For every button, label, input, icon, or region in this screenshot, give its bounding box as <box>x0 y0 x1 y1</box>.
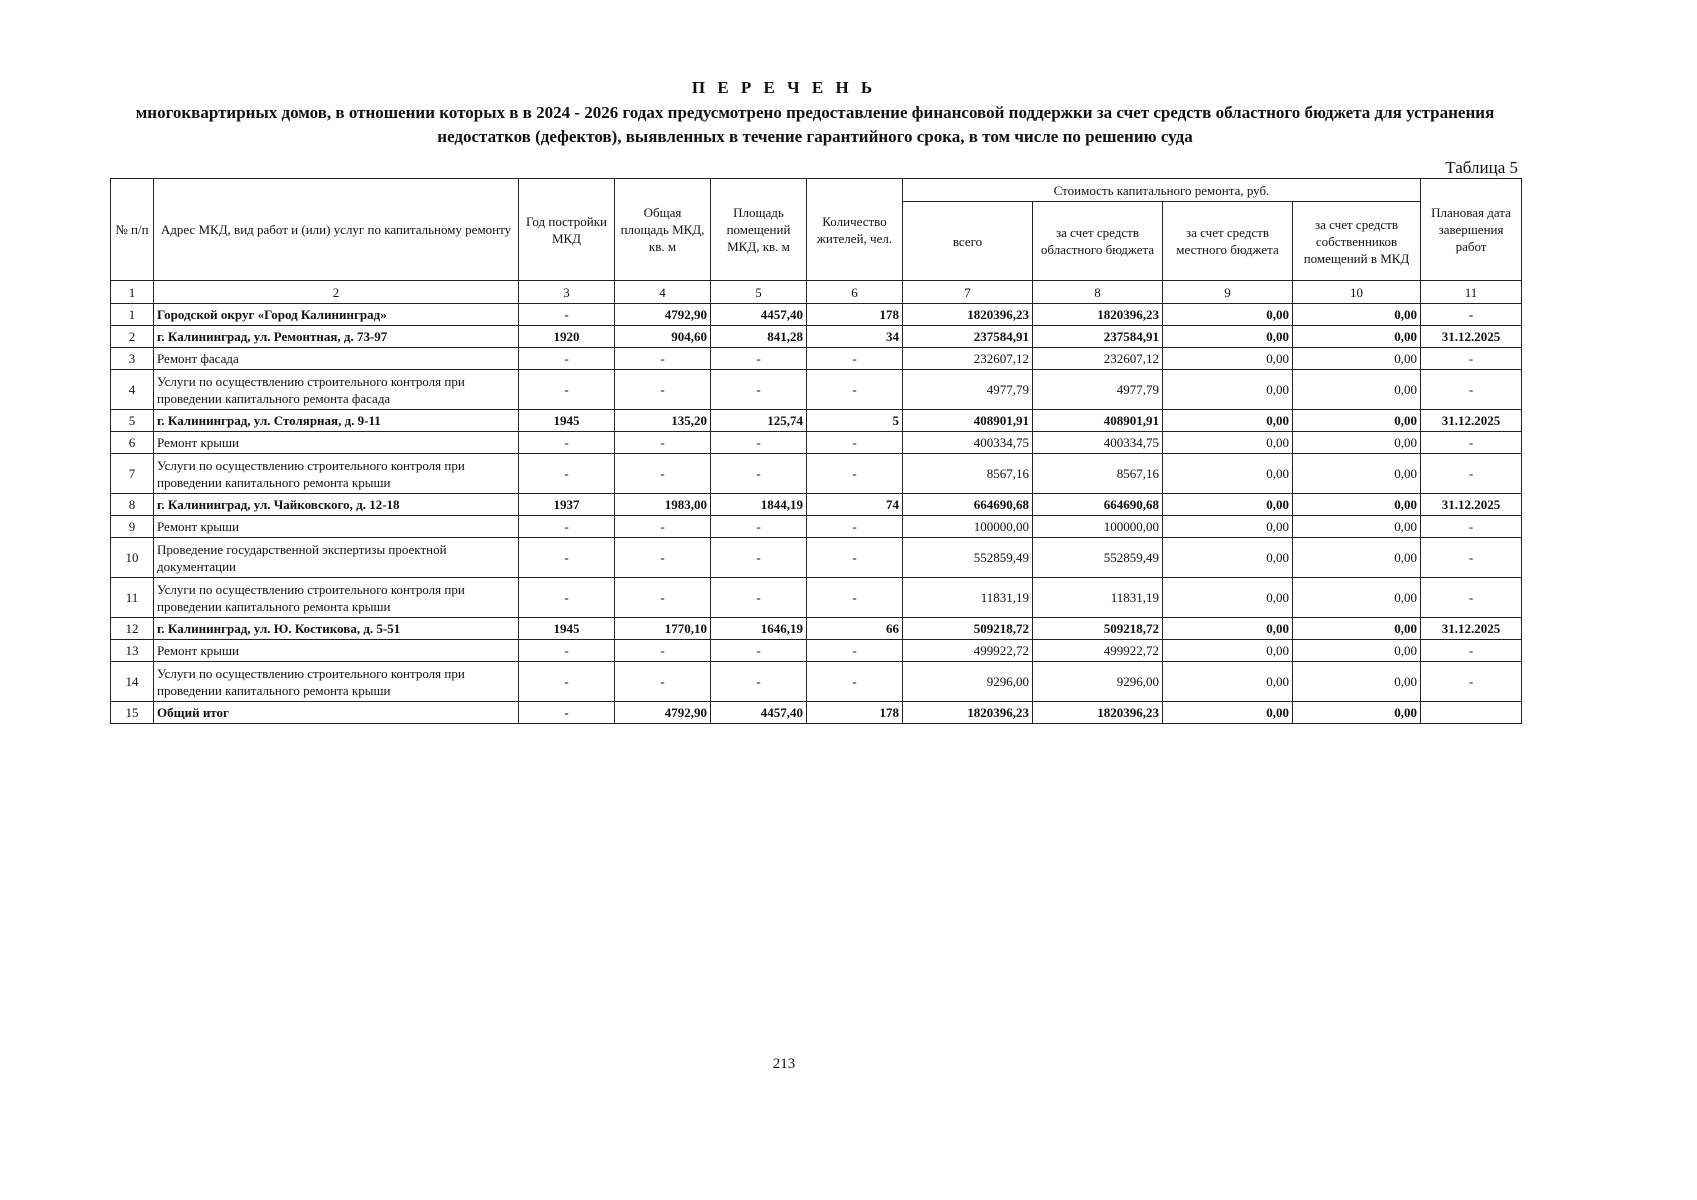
buildings-table <box>110 178 1522 724</box>
row-cost-local: 0,00 <box>1163 432 1293 454</box>
row-date: - <box>1421 516 1522 538</box>
table-row <box>111 410 1522 432</box>
column-number: 10 <box>1293 281 1421 304</box>
row-cost-total: 237584,91 <box>903 326 1033 348</box>
row-residents: 34 <box>807 326 903 348</box>
row-number: 1 <box>111 304 154 326</box>
row-year: - <box>519 662 615 702</box>
header-total-area: Общая площадь МКД, кв. м <box>615 179 711 281</box>
row-cost-owners: 0,00 <box>1293 348 1421 370</box>
column-number: 5 <box>711 281 807 304</box>
row-cost-local: 0,00 <box>1163 410 1293 432</box>
header-cost-total: всего <box>903 202 1033 281</box>
row-cost-regional: 1820396,23 <box>1033 304 1163 326</box>
row-cost-local: 0,00 <box>1163 516 1293 538</box>
table-row <box>111 304 1522 326</box>
header-residents: Количество жителей, чел. <box>807 179 903 281</box>
row-number: 12 <box>111 618 154 640</box>
row-total-area: 1983,00 <box>615 494 711 516</box>
row-cost-regional: 4977,79 <box>1033 370 1163 410</box>
table-row <box>111 640 1522 662</box>
row-date: - <box>1421 304 1522 326</box>
header-completion-date: Плановая дата завершения работ <box>1421 179 1522 281</box>
row-cost-total: 1820396,23 <box>903 304 1033 326</box>
row-residents: - <box>807 370 903 410</box>
row-cost-owners: 0,00 <box>1293 494 1421 516</box>
row-address: Общий итог <box>154 702 519 724</box>
row-residents: - <box>807 538 903 578</box>
row-cost-total: 232607,12 <box>903 348 1033 370</box>
row-address: Ремонт фасада <box>154 348 519 370</box>
row-cost-regional: 100000,00 <box>1033 516 1163 538</box>
row-cost-owners: 0,00 <box>1293 370 1421 410</box>
row-premises-area: 1844,19 <box>711 494 807 516</box>
column-number: 8 <box>1033 281 1163 304</box>
table-row <box>111 516 1522 538</box>
row-total-area: 1770,10 <box>615 618 711 640</box>
row-number: 4 <box>111 370 154 410</box>
row-cost-regional: 9296,00 <box>1033 662 1163 702</box>
row-residents: - <box>807 640 903 662</box>
row-year: - <box>519 702 615 724</box>
row-address: Ремонт крыши <box>154 432 519 454</box>
row-cost-regional: 11831,19 <box>1033 578 1163 618</box>
column-number: 7 <box>903 281 1033 304</box>
row-cost-regional: 509218,72 <box>1033 618 1163 640</box>
row-cost-regional: 408901,91 <box>1033 410 1163 432</box>
table-row <box>111 494 1522 516</box>
row-premises-area: 841,28 <box>711 326 807 348</box>
column-number: 2 <box>154 281 519 304</box>
row-date: - <box>1421 432 1522 454</box>
header-year: Год постройки МКД <box>519 179 615 281</box>
row-cost-regional: 1820396,23 <box>1033 702 1163 724</box>
row-cost-total: 408901,91 <box>903 410 1033 432</box>
row-cost-regional: 664690,68 <box>1033 494 1163 516</box>
row-year: 1945 <box>519 618 615 640</box>
row-address: Услуги по осуществлению строительного контроля при проведении капитального ремонта фасада <box>154 370 519 410</box>
row-premises-area: - <box>711 538 807 578</box>
row-address: Ремонт крыши <box>154 640 519 662</box>
row-year: 1945 <box>519 410 615 432</box>
row-premises-area: - <box>711 432 807 454</box>
row-total-area: - <box>615 516 711 538</box>
row-cost-owners: 0,00 <box>1293 454 1421 494</box>
row-premises-area: - <box>711 640 807 662</box>
row-number: 6 <box>111 432 154 454</box>
row-address: г. Калининград, ул. Столярная, д. 9-11 <box>154 410 519 432</box>
row-year: - <box>519 370 615 410</box>
row-cost-owners: 0,00 <box>1293 326 1421 348</box>
row-cost-local: 0,00 <box>1163 494 1293 516</box>
row-cost-total: 499922,72 <box>903 640 1033 662</box>
row-cost-total: 509218,72 <box>903 618 1033 640</box>
row-cost-total: 400334,75 <box>903 432 1033 454</box>
row-number: 11 <box>111 578 154 618</box>
table-row <box>111 662 1522 702</box>
row-date: - <box>1421 348 1522 370</box>
row-premises-area: - <box>711 370 807 410</box>
row-total-area: 4792,90 <box>615 702 711 724</box>
row-premises-area: - <box>711 578 807 618</box>
row-date: - <box>1421 662 1522 702</box>
row-total-area: - <box>615 538 711 578</box>
row-year: 1920 <box>519 326 615 348</box>
row-cost-regional: 400334,75 <box>1033 432 1163 454</box>
row-address: г. Калининград, ул. Ремонтная, д. 73-97 <box>154 326 519 348</box>
row-number: 5 <box>111 410 154 432</box>
row-cost-local: 0,00 <box>1163 538 1293 578</box>
table-row <box>111 348 1522 370</box>
row-total-area: - <box>615 578 711 618</box>
document-subtitle: многоквартирных домов, в отношении которых в в 2024 - 2026 годах предусмотрено предоставление финансовой поддержки за счет средств областного бюджета для устранения недостатков (дефектов), выявленных в течение гарантийного срока, в том числе по решению суда <box>135 103 1495 146</box>
row-number: 8 <box>111 494 154 516</box>
row-cost-local: 0,00 <box>1163 578 1293 618</box>
table-label: Таблица 5 <box>1445 158 1518 177</box>
row-residents: - <box>807 516 903 538</box>
row-cost-local: 0,00 <box>1163 348 1293 370</box>
page-number: 213 <box>772 1056 796 1072</box>
header-premises-area: Площадь помещений МКД, кв. м <box>711 179 807 281</box>
row-address: Услуги по осуществлению строительного контроля при проведении капитального ремонта крыши <box>154 578 519 618</box>
row-date: - <box>1421 538 1522 578</box>
row-premises-area: - <box>711 454 807 494</box>
column-number: 11 <box>1421 281 1522 304</box>
row-number: 7 <box>111 454 154 494</box>
row-cost-total: 8567,16 <box>903 454 1033 494</box>
row-cost-total: 9296,00 <box>903 662 1033 702</box>
row-cost-total: 664690,68 <box>903 494 1033 516</box>
row-cost-regional: 499922,72 <box>1033 640 1163 662</box>
row-residents: - <box>807 432 903 454</box>
row-year: - <box>519 516 615 538</box>
table-row <box>111 538 1522 578</box>
row-year: - <box>519 432 615 454</box>
row-year: - <box>519 348 615 370</box>
row-date: - <box>1421 454 1522 494</box>
row-residents: - <box>807 662 903 702</box>
row-address: Услуги по осуществлению строительного контроля при проведении капитального ремонта крыши <box>154 454 519 494</box>
row-total-area: - <box>615 454 711 494</box>
row-residents: 178 <box>807 702 903 724</box>
column-number: 6 <box>807 281 903 304</box>
row-cost-regional: 8567,16 <box>1033 454 1163 494</box>
row-cost-local: 0,00 <box>1163 640 1293 662</box>
row-date: 31.12.2025 <box>1421 494 1522 516</box>
row-address: Городской округ «Город Калининград» <box>154 304 519 326</box>
header-cost-owners: за счет средств собственников помещений в МКД <box>1293 202 1421 281</box>
table-row <box>111 454 1522 494</box>
row-cost-owners: 0,00 <box>1293 640 1421 662</box>
row-cost-local: 0,00 <box>1163 662 1293 702</box>
row-cost-regional: 232607,12 <box>1033 348 1163 370</box>
row-address: Ремонт крыши <box>154 516 519 538</box>
row-number: 14 <box>111 662 154 702</box>
row-cost-owners: 0,00 <box>1293 702 1421 724</box>
row-date <box>1421 702 1522 724</box>
row-cost-local: 0,00 <box>1163 370 1293 410</box>
row-cost-total: 1820396,23 <box>903 702 1033 724</box>
row-total-area: 904,60 <box>615 326 711 348</box>
row-residents: 66 <box>807 618 903 640</box>
row-cost-owners: 0,00 <box>1293 410 1421 432</box>
row-cost-total: 552859,49 <box>903 538 1033 578</box>
column-number: 4 <box>615 281 711 304</box>
row-year: - <box>519 304 615 326</box>
header-num: № п/п <box>111 179 154 281</box>
row-cost-owners: 0,00 <box>1293 516 1421 538</box>
row-total-area: - <box>615 370 711 410</box>
row-total-area: - <box>615 348 711 370</box>
row-number: 10 <box>111 538 154 578</box>
row-number: 13 <box>111 640 154 662</box>
row-cost-total: 100000,00 <box>903 516 1033 538</box>
row-cost-owners: 0,00 <box>1293 578 1421 618</box>
row-premises-area: 4457,40 <box>711 702 807 724</box>
row-cost-local: 0,00 <box>1163 304 1293 326</box>
document-title: П Е Р Е Ч Е Н Ь <box>691 78 877 97</box>
row-date: 31.12.2025 <box>1421 410 1522 432</box>
row-address: Проведение государственной экспертизы проектной документации <box>154 538 519 578</box>
table-row <box>111 578 1522 618</box>
table-row <box>111 618 1522 640</box>
row-premises-area: 125,74 <box>711 410 807 432</box>
row-cost-local: 0,00 <box>1163 702 1293 724</box>
row-residents: 74 <box>807 494 903 516</box>
table-row <box>111 432 1522 454</box>
column-number: 1 <box>111 281 154 304</box>
row-premises-area: - <box>711 348 807 370</box>
header-cost-regional: за счет средств областного бюджета <box>1033 202 1163 281</box>
column-number-row <box>111 281 1522 304</box>
row-total-area: - <box>615 432 711 454</box>
row-address: г. Калининград, ул. Чайковского, д. 12-18 <box>154 494 519 516</box>
row-cost-owners: 0,00 <box>1293 618 1421 640</box>
row-cost-local: 0,00 <box>1163 618 1293 640</box>
row-residents: 5 <box>807 410 903 432</box>
row-address: г. Калининград, ул. Ю. Костикова, д. 5-51 <box>154 618 519 640</box>
row-premises-area: 1646,19 <box>711 618 807 640</box>
row-premises-area: - <box>711 516 807 538</box>
header-cost-local: за счет средств местного бюджета <box>1163 202 1293 281</box>
row-year: - <box>519 578 615 618</box>
table-row <box>111 326 1522 348</box>
row-number: 9 <box>111 516 154 538</box>
row-premises-area: - <box>711 662 807 702</box>
row-cost-total: 4977,79 <box>903 370 1033 410</box>
row-date: - <box>1421 578 1522 618</box>
row-date: - <box>1421 370 1522 410</box>
row-cost-owners: 0,00 <box>1293 662 1421 702</box>
row-residents: 178 <box>807 304 903 326</box>
row-cost-regional: 237584,91 <box>1033 326 1163 348</box>
table-row-total <box>111 702 1522 724</box>
row-total-area: - <box>615 640 711 662</box>
row-number: 2 <box>111 326 154 348</box>
column-number: 3 <box>519 281 615 304</box>
row-cost-owners: 0,00 <box>1293 538 1421 578</box>
row-number: 15 <box>111 702 154 724</box>
header-address: Адрес МКД, вид работ и (или) услуг по капитальному ремонту <box>154 179 519 281</box>
row-year: 1937 <box>519 494 615 516</box>
row-cost-owners: 0,00 <box>1293 432 1421 454</box>
row-residents: - <box>807 348 903 370</box>
header-cost-group: Стоимость капитального ремонта, руб. <box>903 179 1421 202</box>
row-number: 3 <box>111 348 154 370</box>
row-premises-area: 4457,40 <box>711 304 807 326</box>
row-year: - <box>519 454 615 494</box>
row-date: 31.12.2025 <box>1421 326 1522 348</box>
row-cost-local: 0,00 <box>1163 454 1293 494</box>
table-row <box>111 370 1522 410</box>
row-cost-local: 0,00 <box>1163 326 1293 348</box>
row-residents: - <box>807 578 903 618</box>
row-year: - <box>519 640 615 662</box>
row-cost-owners: 0,00 <box>1293 304 1421 326</box>
row-cost-total: 11831,19 <box>903 578 1033 618</box>
row-year: - <box>519 538 615 578</box>
row-total-area: 4792,90 <box>615 304 711 326</box>
row-cost-regional: 552859,49 <box>1033 538 1163 578</box>
row-address: Услуги по осуществлению строительного контроля при проведении капитального ремонта крыши <box>154 662 519 702</box>
row-residents: - <box>807 454 903 494</box>
column-number: 9 <box>1163 281 1293 304</box>
row-total-area: - <box>615 662 711 702</box>
row-date: - <box>1421 640 1522 662</box>
row-date: 31.12.2025 <box>1421 618 1522 640</box>
row-total-area: 135,20 <box>615 410 711 432</box>
